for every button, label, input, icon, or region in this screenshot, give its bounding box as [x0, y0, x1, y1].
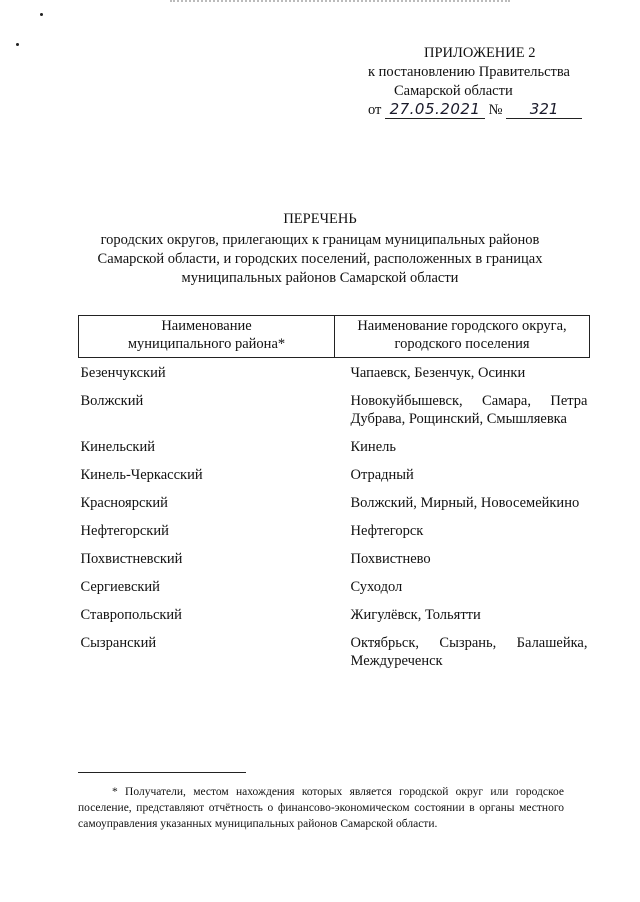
number-label: № [488, 102, 503, 118]
table-row [79, 578, 590, 606]
towns-cell: Суходол [350, 578, 403, 595]
table-row [79, 522, 590, 550]
appendix-date-line [368, 101, 608, 120]
towns-cell: Октябрьск, Сызрань, Балашейка, Междуреченск [350, 634, 588, 669]
footnote: * Получатели, местом нахождения которых является городской округ или городское поселение, представляют отчётность о финансово-экономическом состоянии в органы местного самоуправления указанных муниципальных районов Самарской области. [78, 786, 564, 830]
district-cell: Сызранский [80, 634, 157, 651]
header-district-line-2: муниципального района* [127, 336, 286, 352]
footnote-separator [78, 772, 246, 773]
table-row [79, 438, 590, 466]
district-cell: Похвистневский [80, 550, 183, 567]
district-cell: Нефтегорский [80, 522, 169, 539]
scan-top-marks [170, 0, 510, 5]
district-cell: Безенчукский [80, 364, 166, 381]
district-cell: Ставропольский [80, 606, 182, 623]
table-row [79, 606, 590, 634]
scan-dot [16, 43, 19, 46]
header-district-line-1: Наименование [161, 318, 252, 334]
header-towns-line-2: городского поселения [394, 336, 530, 352]
towns-cell: Волжский, Мирный, Новосемейкино [350, 494, 580, 511]
table-row [79, 494, 590, 522]
district-cell: Волжский [80, 392, 144, 409]
table-row [79, 364, 590, 392]
district-cell: Сергиевский [80, 578, 160, 595]
header-towns [335, 316, 590, 358]
table-header-row [79, 316, 590, 358]
scan-dot [40, 13, 43, 16]
title-line-3: муниципальных районов Самарской области [181, 270, 459, 286]
table-row [79, 392, 590, 438]
towns-cell: Жигулёвск, Тольятти [350, 606, 481, 623]
towns-cell: Кинель [350, 438, 396, 455]
district-cell: Кинель-Черкасский [80, 466, 203, 483]
title-heading: ПЕРЕЧЕНЬ [283, 211, 357, 227]
appendix-region: Самарской области [394, 83, 513, 99]
district-cell: Кинельский [80, 438, 155, 455]
header-district [79, 316, 335, 358]
handwritten-number: 321 [506, 101, 582, 119]
district-cell: Красноярский [80, 494, 168, 511]
towns-cell: Отрадный [350, 466, 414, 483]
towns-cell: Чапаевск, Безенчук, Осинки [350, 364, 526, 381]
table-row [79, 634, 590, 680]
table-row [79, 550, 590, 578]
from-label: от [368, 102, 382, 118]
table-row [79, 466, 590, 494]
towns-cell: Нефтегорск [350, 522, 424, 539]
appendix-block [368, 44, 608, 120]
handwritten-date: 27.05.2021 [385, 101, 485, 119]
towns-cell: Новокуйбышевск, Самара, Петра Дубрава, Рощинский, Смышляевка [350, 392, 588, 427]
document-title [60, 210, 580, 288]
towns-cell: Похвистнево [350, 550, 431, 567]
appendix-resolution: к постановлению Правительства [368, 64, 570, 80]
districts-table [78, 315, 590, 680]
header-towns-line-1: Наименование городского округа, [357, 318, 567, 334]
title-line-2: Самарской области, и городских поселений, расположенных в границах [97, 251, 543, 267]
title-line-1: городских округов, прилегающих к границам муниципальных районов [100, 232, 540, 248]
appendix-title: ПРИЛОЖЕНИЕ 2 [424, 45, 536, 61]
